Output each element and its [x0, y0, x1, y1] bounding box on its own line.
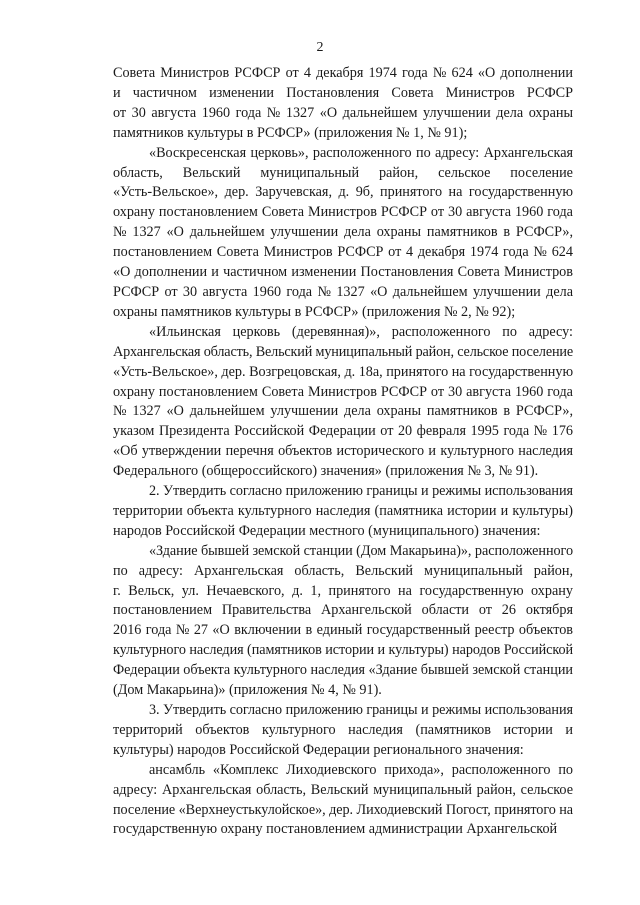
text-line: ансамбль «Комплекс Лиходиевского прихода», расположенного по: [149, 761, 574, 778]
text-line: Совета Министров РСФСР от 4 декабря 1974 года № 624 «О дополнении: [113, 65, 573, 81]
text-line: указом Президента Российской Федерации от 20 февраля 1995 года № 176: [113, 423, 574, 440]
text-line: «Здание бывшей земской станции (Дом Макарьина)», расположенного: [149, 542, 573, 559]
text-line: по адресу: Архангельская область, Вельский муниципальный район,: [113, 562, 574, 579]
paragraph-likhodievsky-ensemble: [113, 761, 573, 841]
text-line: «Усть-Вельское», дер. Возгрецовская, д. 18а, принятого на государственную: [113, 363, 574, 380]
text-line: охрану постановлением Совета Министров РСФСР от 30 августа 1960 года: [113, 383, 573, 400]
text-line: 2016 года № 27 «О включении в единый государственный реестр объектов: [113, 622, 574, 639]
text-line: № 1327 «О дальнейшем улучшении дела охраны памятников в РСФСР»,: [113, 403, 574, 420]
text-line: охрану постановлением Совета Министров РСФСР от 30 августа 1960 года: [113, 204, 573, 221]
text-line: РСФСР от 30 августа 1960 года № 1327 «О дальнейшем улучшении дела: [113, 283, 574, 300]
text-line: г. Вельск, ул. Нечаевского, д. 1, принятого на государственную охрану: [113, 582, 573, 599]
text-line: постановлением Совета Министров РСФСР от 4 декабря 1974 года № 624: [113, 244, 573, 261]
text-line: и частичном изменении Постановления Совета Министров РСФСР: [113, 84, 574, 101]
text-line: «Об утверждении перечня объектов исторического и культурного наследия: [113, 443, 573, 460]
text-line: территории объекта культурного наследия (памятника истории и культуры): [113, 502, 573, 519]
text-line: область, Вельский муниципальный район, сельское поселение: [113, 164, 573, 181]
text-line: охраны памятников культуры в РСФСР» (приложения № 2, № 92);: [113, 303, 516, 320]
paragraph-makaryin-house: [113, 542, 573, 701]
text-line: культуры) народов Российской Федерации регионального значения:: [113, 741, 524, 758]
text-line: «Усть-Вельское», дер. Заручевская, д. 9б, принятого на государственную: [113, 184, 574, 201]
text-line: от 30 августа 1960 года № 1327 «О дальнейшем улучшении дела охраны: [113, 104, 574, 121]
text-line: народов Российской Федерации местного (муниципального) значения:: [113, 522, 541, 539]
text-line: государственную охрану постановлением администрации Архангельской: [113, 821, 558, 838]
text-line: поселение «Верхнеустькулойское», дер. Лиходиевский Погост, принятого на: [113, 801, 574, 818]
text-line: «Воскресенская церковь», расположенного по адресу: Архангельская: [149, 144, 574, 161]
text-line: постановлением Правительства Архангельской области от 26 октября: [113, 602, 574, 619]
text-line: (Дом Макарьина)» (приложения № 4, № 91).: [113, 682, 382, 699]
text-line: «Ильинская церковь (деревянная)», расположенного по адресу:: [149, 323, 573, 340]
text-line: Федерации объекта культурного наследия «Здание бывшей земской станции: [113, 662, 573, 679]
paragraph-ilyinskaya: [113, 323, 573, 482]
text-line: 2. Утвердить согласно приложению границы и режимы использования: [149, 483, 573, 500]
text-line: Архангельская область, Вельский муниципальный район, сельское поселение: [113, 343, 573, 360]
text-line: 3. Утвердить согласно приложению границы и режимы использования: [149, 702, 573, 718]
paragraph-item-3: [113, 701, 573, 761]
text-line: № 1327 «О дальнейшем улучшении дела охраны памятников в РСФСР»,: [113, 224, 574, 241]
text-line: культурного наследия (памятников истории и культуры) народов Российской: [113, 642, 574, 659]
text-line: Федерального (общероссийского) значения» (приложения № 3, № 91).: [113, 463, 539, 480]
paragraph-voskresenskaya: [113, 144, 573, 323]
paragraph-item-2: [113, 482, 573, 542]
paragraph-1: [113, 64, 573, 144]
page-number: 2: [316, 40, 324, 55]
document-body: [113, 64, 573, 840]
text-line: «О дополнении и частичном изменении Постановления Совета Министров: [113, 264, 573, 281]
text-line: памятников культуры в РСФСР» (приложения № 1, № 91);: [113, 124, 468, 141]
text-line: адресу: Архангельская область, Вельский муниципальный район, сельское: [113, 781, 573, 798]
text-line: территорий объектов культурного наследия (памятников истории и: [113, 721, 574, 738]
